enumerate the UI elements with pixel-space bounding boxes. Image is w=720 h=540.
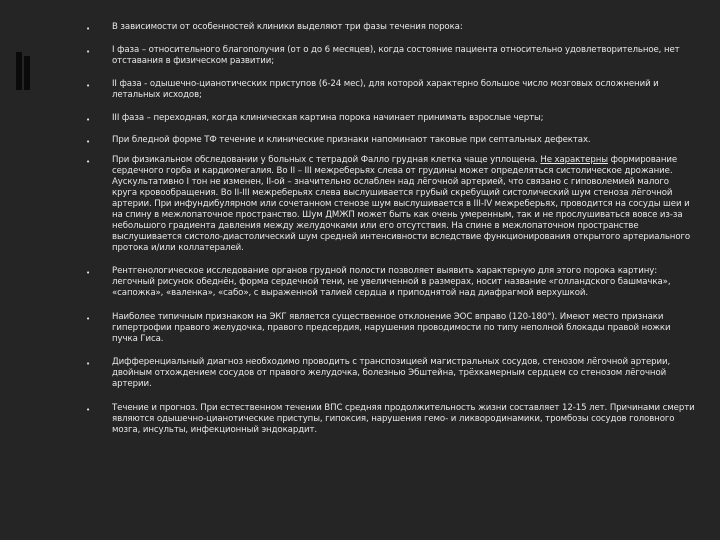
list-item	[86, 45, 696, 67]
bullet-icon: •	[86, 360, 91, 368]
decoration-bar	[16, 52, 22, 90]
underlined-text: Не характерны	[540, 155, 608, 165]
list-item	[86, 22, 696, 33]
decoration-bar	[24, 56, 30, 90]
item-text: При бледной форме ТФ течение и клинические признаки напоминают таковые при септальных дефектах.	[112, 135, 591, 145]
list-item	[86, 266, 696, 299]
bullet-icon: •	[86, 116, 91, 124]
item-text: III фаза – переходная, когда клиническая картина порока начинает принимать взрослые черты;	[112, 113, 544, 123]
item-text-part: формирование сердечного горба и кардиомегалия. Во II – III межреберьях слева от грудины может определяться систолическое дрожание. Аускультативно I тон не изменен, II-ой – значительно ослаблен над лёгочной артерией, что связано с гиповолемией малого круга кровообращения. Во II-III межреберьях слева выслушивается грубый скребущий систолический шум стеноза лёгочной артерии. При инфундибулярном или сочетанном стенозе шум выслушивается в III-IV межреберьях, проводится на сосуды шеи и на спину в межлопаточное пространство. Шум ДМЖП может быть как очень умеренным, так и не прослушиваться вовсе из-за небольшого градиента давления между желудочками или его отсутствия. На спине в межлопаточном пространстве выслушивается систоло-диастолический шум средней интенсивности вследствие функционирования открытого артериального протока и/или коллатералей.	[112, 155, 691, 253]
item-text: II фаза - одышечно-цианотических приступов (6-24 мес), для которой характерно большое число мозговых осложнений и летальных исходов;	[112, 79, 659, 100]
item-text-part: При физикальном обследовании у больных с тетрадой Фалло грудная клетка чаще уплощена.	[112, 155, 541, 165]
bullet-icon: •	[86, 158, 91, 166]
bullet-icon: •	[86, 315, 91, 323]
list-item	[86, 357, 696, 390]
bullet-icon: •	[86, 406, 91, 414]
list-item	[86, 79, 696, 101]
slide-content	[86, 22, 696, 436]
list-item	[86, 135, 696, 146]
item-text: Наиболее типичным признаком на ЭКГ является существенное отклонение ЭОС вправо (120-180°). Имеют место признаки гипертрофии правого желудочка, правого предсердия, нарушения проводимости по типу неполной блокады правой ножки пучка Гиса.	[112, 312, 671, 344]
list-item	[86, 113, 696, 124]
item-text: Рентгенологическое исследование органов грудной полости позволяет выявить характерную для этого порока картину: легочный рисунок обеднён, форма сердечной тени, не увеличенной в размерах, носит название «голландского башмачка», «сапожка», «валенка», «сабо», с выраженной талией сердца и приподнятой над диафрагмой верхушкой.	[112, 266, 671, 298]
list-item	[86, 155, 696, 254]
bullet-icon: •	[86, 82, 91, 90]
list-item	[86, 403, 696, 436]
bullet-icon: •	[86, 269, 91, 277]
item-text: I фаза – относительного благополучия (от о до 6 месяцев), когда состояние пациента относительно удовлетворительное, нет отставания в физическом развитии;	[112, 45, 680, 66]
item-text: Течение и прогноз. При естественном течении ВПС средняя продолжительность жизни составляет 12-15 лет. Причинами смерти являются одышечно-цианотические приступы, гипоксия, нарушения гемо- и ликвородинамики, тромбозы сосудов головного мозга, инсульты, инфекционный эндокардит.	[112, 403, 695, 435]
item-text: В зависимости от особенностей клиники выделяют три фазы течения порока:	[112, 22, 463, 32]
bullet-list	[86, 22, 696, 436]
bullet-icon: •	[86, 138, 91, 146]
item-text: Дифференциальный диагноз необходимо проводить с транспозицией магистральных сосудов, стенозом лёгочной артерии, двойным отхождением сосудов от правого желудочка, болезнью Эбштейна, трёхкамерным сердцем со стенозом лёгочной артерии.	[112, 357, 671, 389]
bullet-icon: •	[86, 25, 91, 33]
bullet-icon: •	[86, 48, 91, 56]
list-item	[86, 312, 696, 345]
